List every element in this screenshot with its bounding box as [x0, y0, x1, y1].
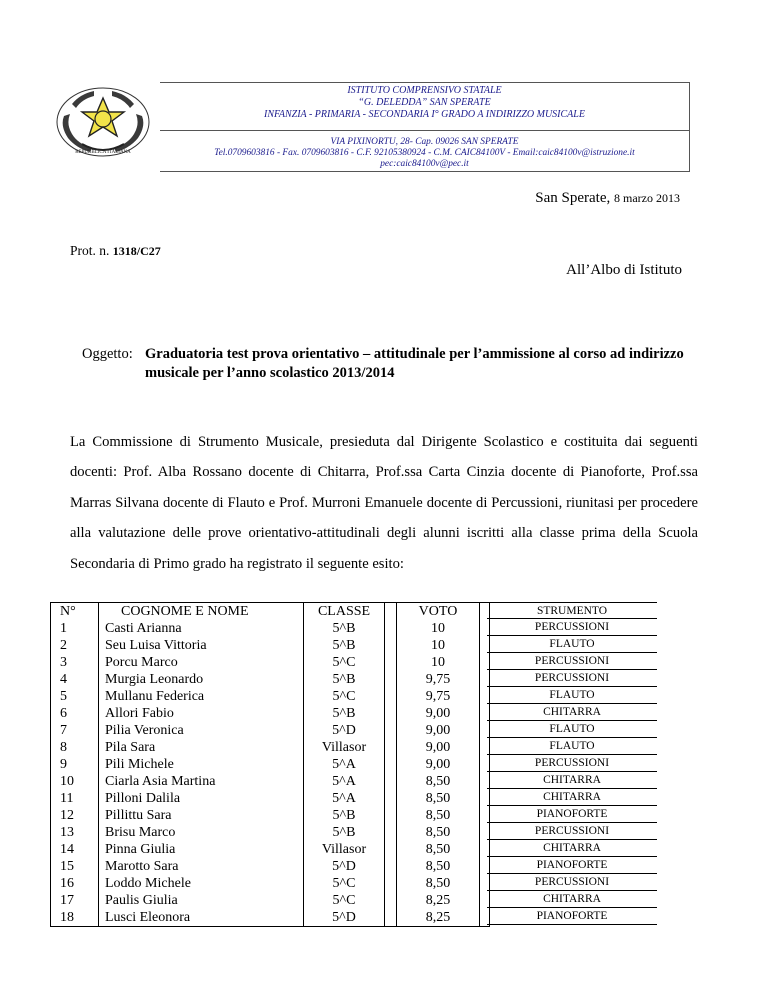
student-grade: 9,75	[425, 689, 451, 704]
student-name: Seu Luisa Vittoria	[105, 638, 207, 653]
number-column	[51, 603, 99, 927]
student-instrument: PERCUSSIONI	[487, 653, 657, 670]
student-class: Villasor	[321, 842, 367, 857]
student-instrument: CHITARRA	[487, 772, 657, 789]
header-name: COGNOME E NOME	[121, 604, 249, 619]
student-instrument: FLAUTO	[487, 687, 657, 704]
row-number: 16	[60, 876, 74, 891]
student-instrument: FLAUTO	[487, 721, 657, 738]
student-grade: 10	[431, 621, 445, 636]
student-class: 5^D	[332, 859, 356, 874]
row-number: 9	[60, 757, 67, 772]
student-grade: 8,50	[425, 859, 451, 874]
recipient: All’Albo di Istituto	[566, 262, 682, 278]
student-instrument: PIANOFORTE	[487, 806, 657, 823]
student-name: Mullanu Federica	[105, 689, 205, 704]
student-name: Brisu Marco	[105, 825, 176, 840]
student-class: 5^A	[332, 791, 356, 806]
subject-text: Graduatoria test prova orientativo – attitudinale per l’ammissione al corso ad indirizzo musicale per l’anno scolastico 2013/2014	[145, 346, 684, 381]
svg-text:REPUBBLICA ITALIANA: REPUBBLICA ITALIANA	[75, 150, 131, 155]
row-number: 15	[60, 859, 74, 874]
school-type-line: INFANZIA - PRIMARIA - SECONDARIA I° GRADO A INDIRIZZO MUSICALE	[264, 109, 585, 120]
student-instrument: PIANOFORTE	[487, 857, 657, 874]
row-number: 3	[60, 655, 67, 670]
student-instrument: FLAUTO	[487, 738, 657, 755]
student-instrument: PERCUSSIONI	[487, 670, 657, 687]
row-number: 1	[60, 621, 67, 636]
spacer-column	[385, 603, 397, 927]
row-number: 17	[60, 893, 74, 908]
student-name: Porcu Marco	[105, 655, 178, 670]
student-grade: 9,00	[425, 757, 451, 772]
school-contacts	[160, 130, 690, 172]
student-grade: 10	[431, 655, 445, 670]
student-name: Murgia Leonardo	[105, 672, 204, 687]
student-name: Pinna Giulia	[105, 842, 176, 857]
row-number: 18	[60, 910, 74, 925]
student-instrument: FLAUTO	[487, 636, 657, 653]
student-grade: 8,50	[425, 774, 451, 789]
row-number: 6	[60, 706, 67, 721]
student-grade: 9,75	[425, 672, 451, 687]
student-grade: 8,50	[425, 808, 451, 823]
grade-column	[397, 603, 480, 927]
student-class: Villasor	[321, 740, 367, 755]
row-number: 4	[60, 672, 67, 687]
student-class: 5^D	[332, 723, 356, 738]
student-grade: 8,50	[425, 791, 451, 806]
protocol	[70, 243, 161, 259]
student-class: 5^D	[332, 910, 356, 925]
ranking-table	[50, 602, 490, 927]
student-grade: 10	[431, 638, 445, 653]
student-instrument: PERCUSSIONI	[487, 823, 657, 840]
header-number: N°	[60, 604, 76, 619]
row-number: 11	[60, 791, 74, 806]
row-number: 5	[60, 689, 67, 704]
protocol-number: 1318/C27	[112, 244, 161, 258]
row-number: 2	[60, 638, 67, 653]
student-grade: 8,25	[425, 910, 451, 925]
student-name: Lusci Eleonora	[105, 910, 191, 925]
student-instrument: PIANOFORTE	[487, 908, 657, 925]
student-name: Pila Sara	[105, 740, 156, 755]
student-grade: 9,00	[425, 740, 451, 755]
student-class: 5^B	[332, 706, 356, 721]
student-instrument: CHITARRA	[487, 840, 657, 857]
student-grade: 8,50	[425, 825, 451, 840]
student-class: 5^B	[332, 825, 356, 840]
instrument-column	[487, 602, 657, 925]
student-class: 5^C	[332, 689, 356, 704]
student-class: 5^A	[332, 757, 356, 772]
student-name: Casti Arianna	[105, 621, 182, 636]
student-instrument: PERCUSSIONI	[487, 619, 657, 636]
subject-label: Oggetto:	[82, 346, 133, 362]
row-number: 8	[60, 740, 67, 755]
student-grade: 8,50	[425, 876, 451, 891]
student-class: 5^B	[332, 621, 356, 636]
student-grade: 8,50	[425, 842, 451, 857]
class-column	[304, 603, 385, 927]
student-name: Marotto Sara	[105, 859, 179, 874]
student-name: Ciarla Asia Martina	[105, 774, 216, 789]
student-instrument: CHITARRA	[487, 704, 657, 721]
header-class: CLASSE	[317, 604, 371, 619]
student-instrument: PERCUSSIONI	[487, 755, 657, 772]
italian-republic-emblem	[54, 86, 152, 158]
school-title-line: “G. DELEDDA” SAN SPERATE	[358, 97, 491, 108]
place-date	[535, 190, 680, 207]
student-instrument: CHITARRA	[487, 891, 657, 908]
student-class: 5^B	[332, 672, 356, 687]
school-name-line: ISTITUTO COMPRENSIVO STATALE	[347, 85, 502, 96]
student-class: 5^B	[332, 638, 356, 653]
student-name: Loddo Michele	[105, 876, 191, 891]
contacts-line: Tel.0709603816 - Fax. 0709603816 - C.F. 92105380924 - C.M. CAIC84100V - Email:caic84100v@istruzione.it	[214, 148, 635, 158]
school-header	[160, 82, 690, 130]
name-column	[99, 603, 304, 927]
student-class: 5^C	[332, 655, 356, 670]
row-number: 7	[60, 723, 67, 738]
student-class: 5^C	[332, 893, 356, 908]
body-paragraph: La Commissione di Strumento Musicale, presieduta dal Dirigente Scolastico e costituita dai seguenti docenti: Prof. Alba Rossano docente di Chitarra, Prof.ssa Carta Cinzia docente di Pianoforte, Prof.ssa Marras Silvana docente di Flauto e Prof. Murroni Emanuele docente di Percussioni, riunitasi per procedere alla valutazione delle prove orientativo-attitudinali degli alunni iscritti alla classe prima della Scuola Secondaria di Primo grado ha registrato il seguente esito:	[70, 434, 698, 572]
date: 8 marzo 2013	[614, 191, 680, 205]
header-instrument: STRUMENTO	[487, 602, 657, 619]
student-name: Pillittu Sara	[105, 808, 172, 823]
row-number: 12	[60, 808, 74, 823]
student-class: 5^C	[332, 876, 356, 891]
student-grade: 9,00	[425, 706, 451, 721]
row-number: 14	[60, 842, 74, 857]
student-class: 5^A	[332, 774, 356, 789]
row-number: 10	[60, 774, 74, 789]
place: San Sperate,	[535, 190, 611, 206]
pec-line: pec:caic84100v@pec.it	[380, 159, 469, 169]
header-grade: VOTO	[418, 604, 458, 619]
row-number: 13	[60, 825, 74, 840]
student-instrument: CHITARRA	[487, 789, 657, 806]
student-name: Pili Michele	[105, 757, 174, 772]
student-name: Pilloni Dalila	[105, 791, 181, 806]
student-name: Paulis Giulia	[105, 893, 178, 908]
student-grade: 8,25	[425, 893, 451, 908]
student-name: Pilia Veronica	[105, 723, 184, 738]
address-line: VIA PIXINORTU, 28- Cap. 09026 SAN SPERATE	[330, 137, 519, 147]
student-grade: 9,00	[425, 723, 451, 738]
student-class: 5^B	[332, 808, 356, 823]
protocol-label: Prot. n.	[70, 243, 110, 258]
student-instrument: PERCUSSIONI	[487, 874, 657, 891]
student-name: Allori Fabio	[105, 706, 174, 721]
